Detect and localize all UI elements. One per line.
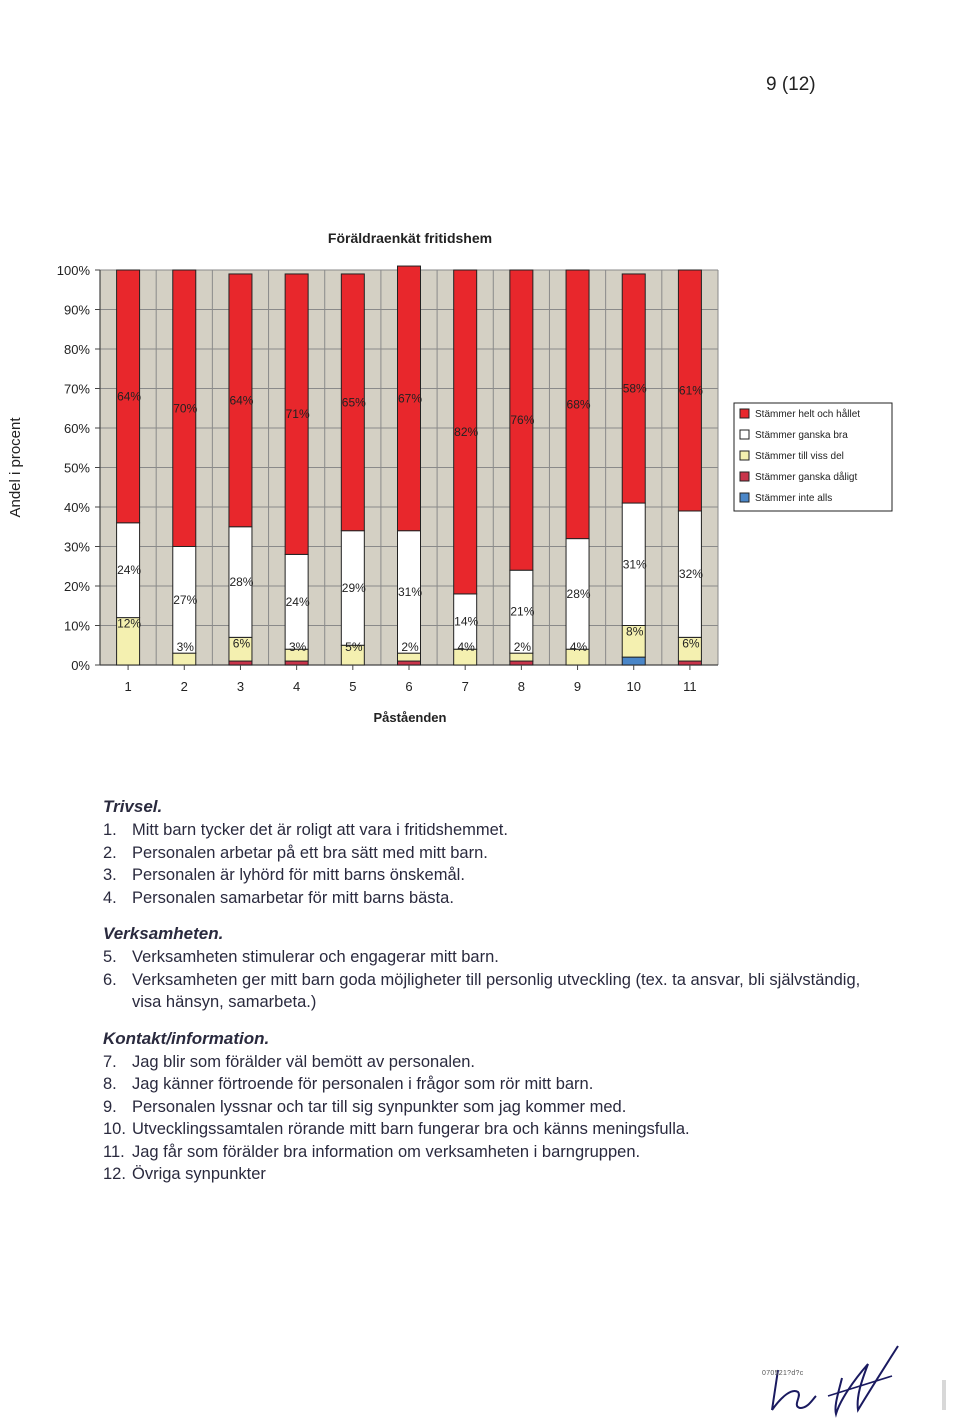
data-label: 64% <box>117 389 142 404</box>
statement-item <box>103 1163 863 1186</box>
statement-text: Personalen arbetar på ett bra sätt med mitt barn. <box>132 843 488 862</box>
data-label: 4% <box>569 640 588 654</box>
bar-segment <box>398 661 421 665</box>
data-label: 5% <box>345 640 363 654</box>
y-tick-label: 90% <box>63 302 90 318</box>
data-label: 21% <box>510 604 535 619</box>
data-label: 67% <box>397 391 423 406</box>
x-tick-label: 1 <box>124 679 132 694</box>
y-tick-label: 10% <box>63 618 90 634</box>
statement-text: Personalen samarbetar för mitt barns bästa. <box>132 888 454 907</box>
data-label: 2% <box>401 640 419 654</box>
data-label: 71% <box>285 407 310 422</box>
statement-item <box>103 842 863 865</box>
scan-edge-mark <box>942 1380 946 1410</box>
statement-text: Personalen lyssnar och tar till sig synpunkter som jag kommer med. <box>132 1097 627 1116</box>
statement-text: Jag får som förälder bra information om verksamheten i barngruppen. <box>132 1142 641 1161</box>
x-tick-label: 3 <box>236 679 245 694</box>
y-tick-label: 50% <box>63 460 90 476</box>
x-tick-label: 7 <box>461 679 469 694</box>
x-tick-label: 11 <box>683 679 697 694</box>
statement-number: 6. <box>103 970 117 989</box>
x-tick-label: 9 <box>573 679 582 694</box>
statement-number: 1. <box>103 821 117 839</box>
x-tick-label: 2 <box>180 679 188 694</box>
statement-number: 9. <box>103 1097 117 1116</box>
data-label: 82% <box>454 424 479 439</box>
data-label: 4% <box>457 640 475 654</box>
data-label: 27% <box>173 592 198 607</box>
x-tick-label: 6 <box>405 679 413 694</box>
statement-number: 4. <box>103 888 117 907</box>
section-heading: Verksamheten. <box>103 924 224 943</box>
stacked-bar-chart <box>0 210 960 750</box>
legend-entry: Stämmer till viss del <box>755 451 844 462</box>
y-tick-label: 80% <box>63 342 90 357</box>
y-tick-label: 70% <box>63 381 90 397</box>
statement-text: Jag blir som förälder väl bemött av personalen. <box>132 1052 476 1071</box>
page-number: 9 (12) <box>766 74 816 95</box>
document-code: 070521?d?c <box>762 1370 804 1377</box>
statement-text: Mitt barn tycker det är roligt att vara i fritidshemmet. <box>132 821 508 839</box>
data-label: 28% <box>566 586 591 601</box>
data-label: 6% <box>682 636 700 651</box>
data-label: 68% <box>566 397 591 412</box>
legend-swatch <box>740 493 749 502</box>
statement-number: 2. <box>103 843 117 862</box>
statement-item <box>103 1141 863 1164</box>
x-tick-label: 4 <box>293 679 301 694</box>
data-label: 14% <box>454 614 479 629</box>
legend-swatch <box>740 451 749 460</box>
statement-item <box>103 969 863 1014</box>
legend-entry: Stämmer inte alls <box>755 493 833 504</box>
statement-number: 3. <box>103 866 117 884</box>
x-tick-label: 5 <box>349 679 357 694</box>
statement-number: 10. <box>103 1120 126 1138</box>
data-label: 76% <box>510 413 535 428</box>
statement-number: 11. <box>103 1142 125 1161</box>
section <box>103 795 863 909</box>
legend-swatch <box>740 409 749 418</box>
section-heading: Trivsel. <box>103 797 163 816</box>
statement-text: Utvecklingssamtalen rörande mitt barn fungerar bra och känns meningsfulla. <box>132 1120 690 1138</box>
data-label: 24% <box>285 594 310 609</box>
data-label: 29% <box>341 580 366 595</box>
statement-item <box>103 1051 863 1074</box>
data-label: 58% <box>622 381 647 396</box>
data-label: 6% <box>232 636 251 651</box>
statement-text: Verksamheten stimulerar och engagerar mitt barn. <box>132 948 499 966</box>
bar-segment <box>173 653 196 665</box>
data-label: 2% <box>513 640 532 654</box>
statement-text: Övriga synpunkter <box>132 1165 266 1183</box>
legend-entry: Stämmer helt och hållet <box>755 409 861 420</box>
statement-item <box>103 1118 863 1141</box>
bar-segment <box>229 661 252 665</box>
legend-entry: Stämmer ganska bra <box>755 430 848 441</box>
data-label: 32% <box>678 567 703 582</box>
section <box>103 1027 863 1186</box>
y-tick-label: 20% <box>63 579 90 594</box>
bar-segment <box>510 653 533 661</box>
x-tick-label: 10 <box>626 679 641 694</box>
x-axis-label: Påståenden <box>373 710 447 725</box>
statement-item <box>103 819 863 842</box>
statement-item <box>103 946 863 969</box>
bar-segment <box>678 661 701 665</box>
legend-swatch <box>740 472 749 481</box>
y-tick-label: 100% <box>56 263 90 278</box>
data-label: 70% <box>173 401 198 416</box>
bar-segment <box>510 661 533 665</box>
bar-segment <box>622 657 645 665</box>
statement-number: 12. <box>103 1165 126 1183</box>
statement-item <box>103 887 863 910</box>
bar-segment <box>398 653 421 661</box>
data-label: 12% <box>117 616 142 631</box>
data-label: 3% <box>288 640 307 654</box>
data-label: 28% <box>229 575 254 590</box>
statement-text: Personalen är lyhörd för mitt barns önskemål. <box>132 866 465 884</box>
data-label: 65% <box>341 395 366 410</box>
data-label: 24% <box>117 563 142 578</box>
y-tick-label: 0% <box>71 658 90 673</box>
y-tick-label: 30% <box>63 539 90 555</box>
section <box>103 922 863 1014</box>
data-label: 61% <box>678 383 703 398</box>
data-label: 8% <box>626 624 644 639</box>
data-label: 3% <box>176 640 194 654</box>
statement-text: Jag känner förtroende för personalen i frågor som rör mitt barn. <box>132 1075 594 1093</box>
statement-number: 7. <box>103 1052 117 1071</box>
data-label: 31% <box>622 557 647 572</box>
section-heading: Kontakt/information. <box>103 1028 270 1048</box>
statement-item <box>103 1096 863 1119</box>
legend-entry: Stämmer ganska dåligt <box>755 472 858 483</box>
y-tick-label: 40% <box>63 500 90 515</box>
chart-title: Föräldraenkät fritidshem <box>327 230 493 246</box>
statement-text: Verksamheten ger mitt barn goda möjligheter till personlig utveckling (tex. ta ansvar, bli självständig, visa hänsyn, samarbeta.) <box>132 970 861 1011</box>
x-tick-label: 8 <box>517 679 525 694</box>
statement-item <box>103 1073 863 1096</box>
data-label: 64% <box>229 393 254 408</box>
data-label: 31% <box>397 584 423 599</box>
y-tick-label: 60% <box>63 421 90 436</box>
y-axis-label: Andel i procent <box>7 417 24 518</box>
statement-number: 5. <box>103 948 117 966</box>
bar-segment <box>285 661 308 665</box>
statement-number: 8. <box>103 1075 117 1093</box>
signature <box>758 1340 908 1420</box>
statement-item <box>103 864 863 887</box>
legend-swatch <box>740 430 749 439</box>
statements-list <box>103 795 863 1199</box>
